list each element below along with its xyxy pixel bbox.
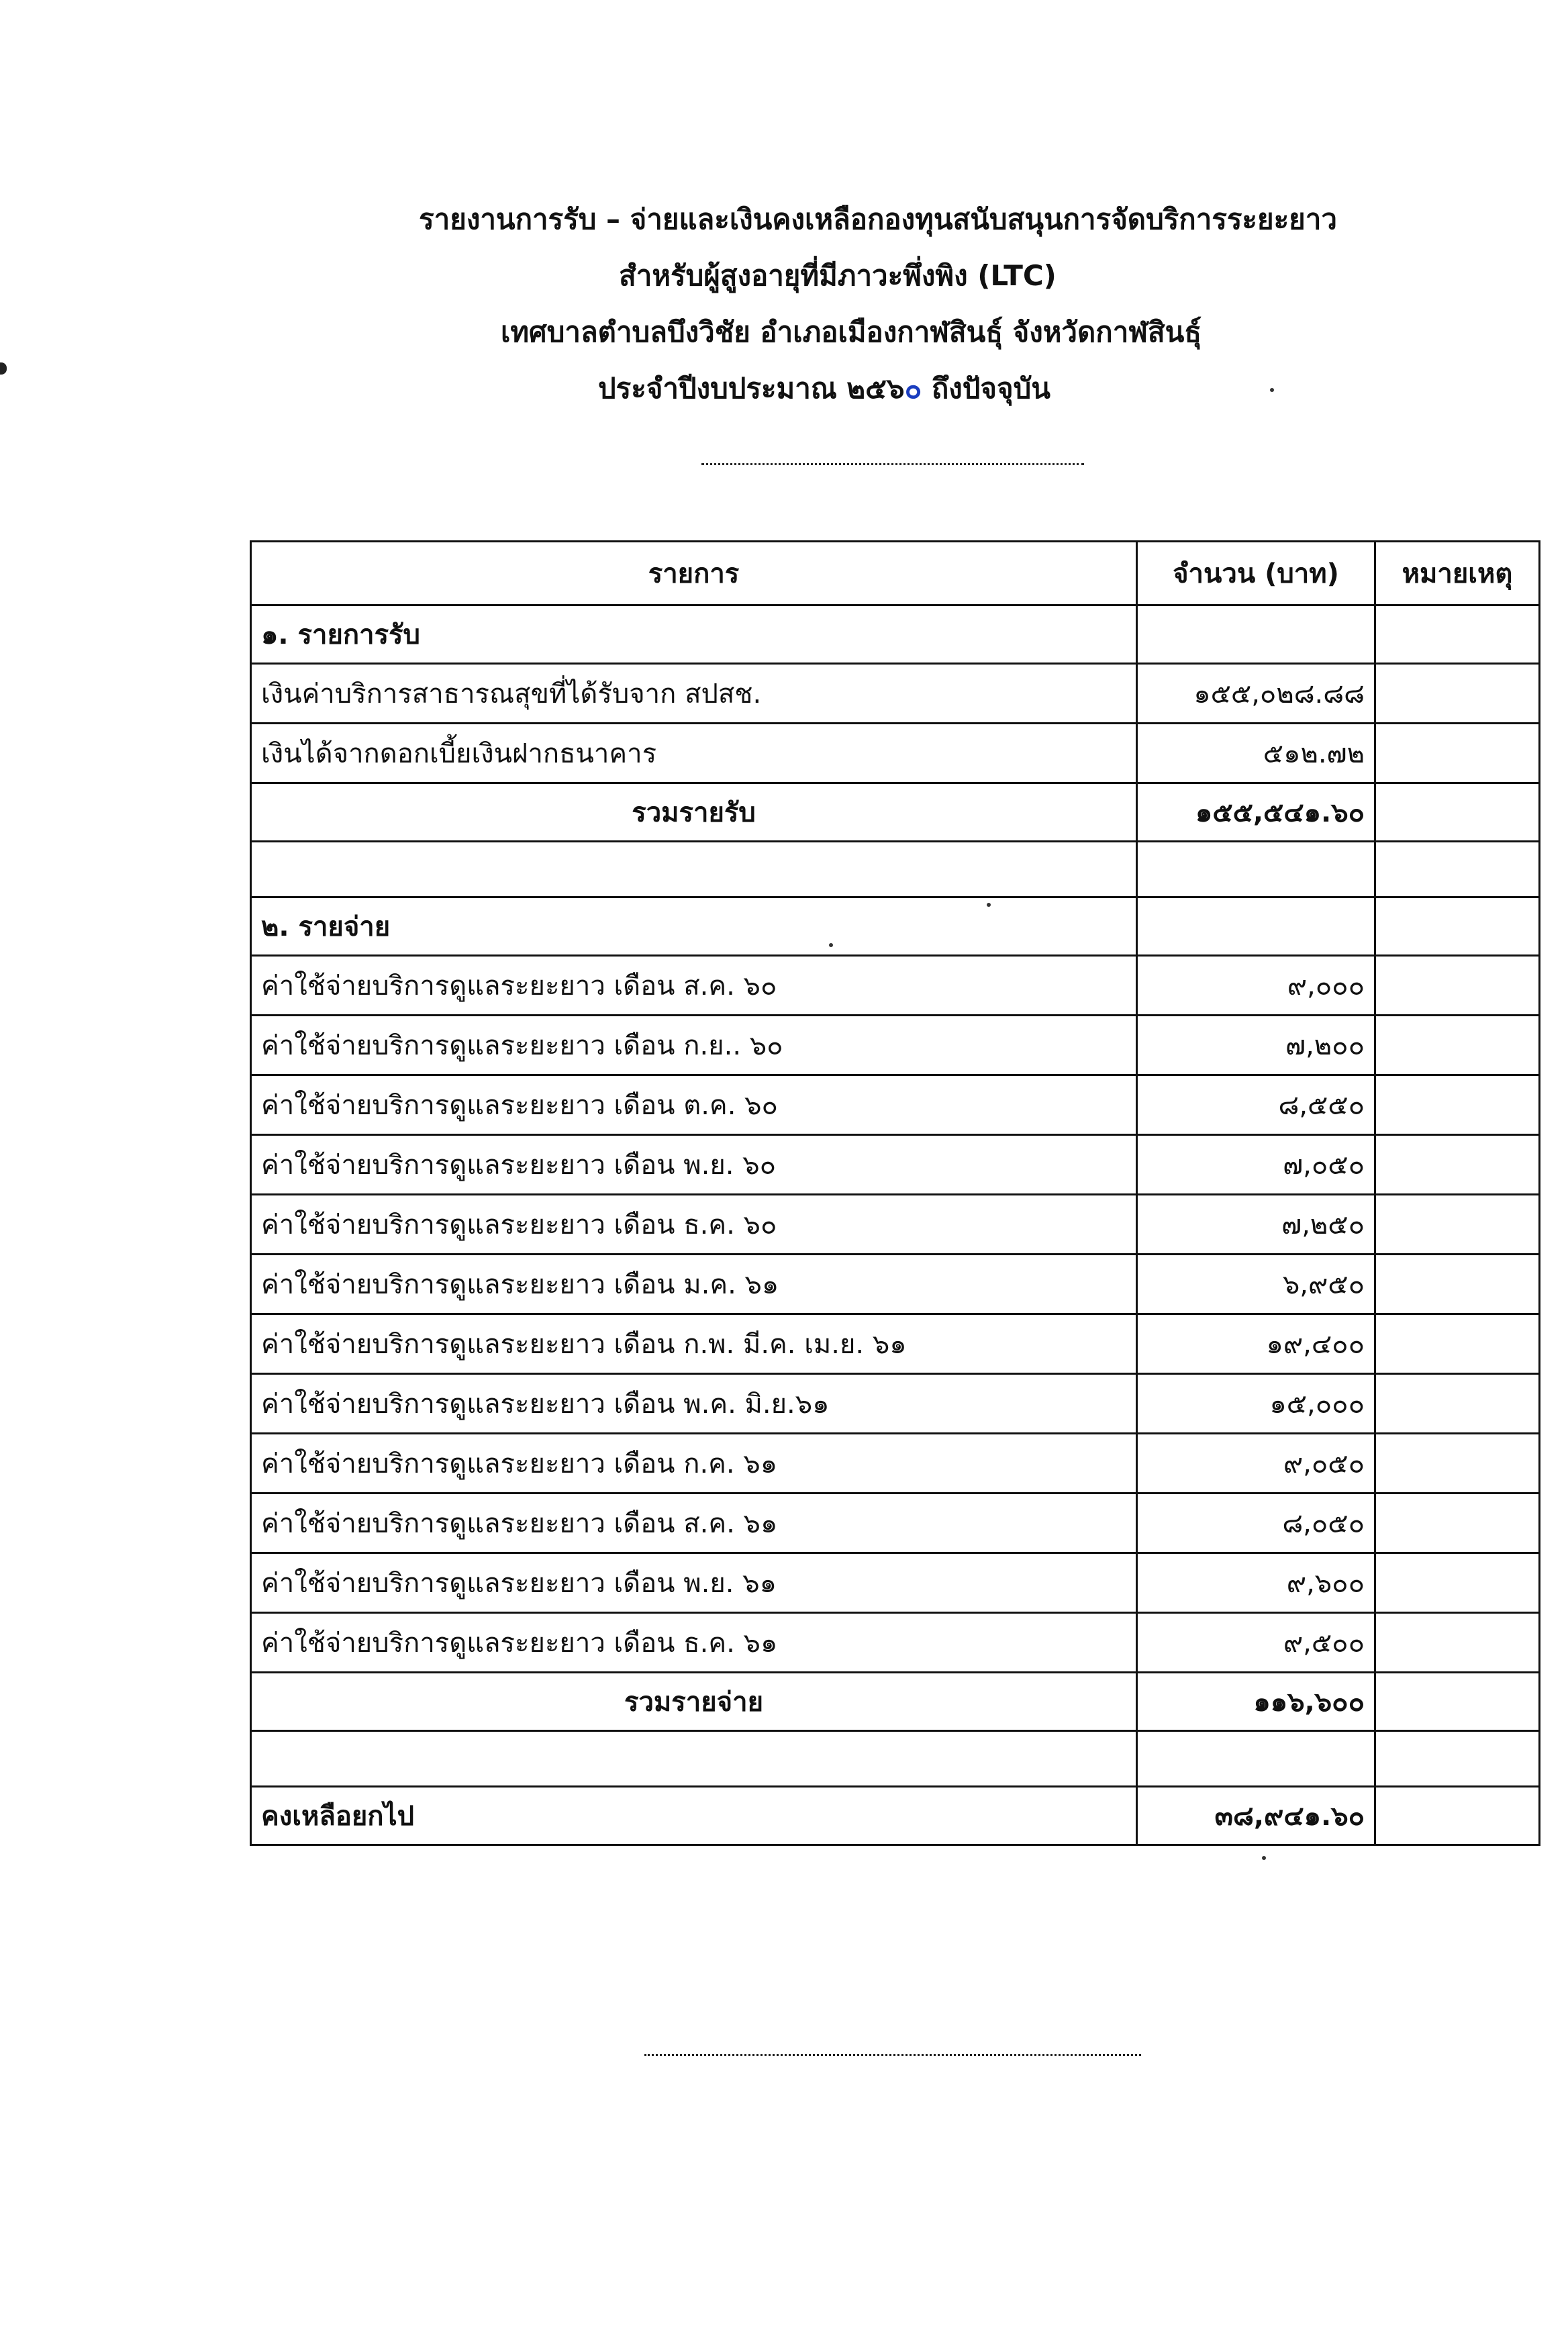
table-row — [251, 724, 1540, 783]
expense-total-label: รวมรายจ่าย — [251, 1673, 1137, 1731]
table-row — [251, 1374, 1540, 1434]
empty-cell — [1375, 783, 1540, 842]
row-item: ค่าใช้จ่ายบริการดูแลระยะยาว เดือน ก.พ. มี.ค. เม.ย. ๖๑ — [251, 1314, 1137, 1374]
table-body — [251, 605, 1540, 1845]
row-item: ค่าใช้จ่ายบริการดูแลระยะยาว เดือน พ.ค. มิ.ย.๖๑ — [251, 1374, 1137, 1434]
row-note — [1375, 956, 1540, 1016]
organization-line: เทศบาลตำบลบึงวิชัย อำเภอเมืองกาฬสินธุ์ จังหวัดกาฬสินธุ์ — [501, 315, 1202, 348]
row-amount: ๙,๕๐๐ — [1137, 1613, 1375, 1673]
row-item: ค่าใช้จ่ายบริการดูแลระยะยาว เดือน ส.ค. ๖๐ — [251, 956, 1137, 1016]
empty-cell — [251, 842, 1137, 897]
empty-cell — [1375, 1731, 1540, 1787]
row-amount: ๘,๐๕๐ — [1137, 1493, 1375, 1553]
fiscal-year-prefix: ประจำปีงบประมาณ ๒๕๖ — [597, 372, 905, 405]
row-item: ค่าใช้จ่ายบริการดูแลระยะยาว เดือน ธ.ค. ๖๐ — [251, 1195, 1137, 1255]
empty-cell — [1375, 897, 1540, 956]
empty-cell — [1375, 842, 1540, 897]
row-amount: ๕๑๒.๗๒ — [1137, 724, 1375, 783]
row-note — [1375, 1016, 1540, 1075]
row-note — [1375, 1434, 1540, 1493]
report-subtitle: สำหรับผู้สูงอายุที่มีภาวะพึ่งพิง (LTC) — [619, 259, 1057, 292]
row-amount: ๖,๙๕๐ — [1137, 1255, 1375, 1314]
spacer-row — [251, 842, 1540, 897]
row-amount: ๙,๐๐๐ — [1137, 956, 1375, 1016]
fiscal-year-digit: ๐ — [904, 372, 922, 405]
row-amount: ๗,๒๐๐ — [1137, 1016, 1375, 1075]
row-item: ค่าใช้จ่ายบริการดูแลระยะยาว เดือน ส.ค. ๖๑ — [251, 1493, 1137, 1553]
income-total-row — [251, 783, 1540, 842]
empty-cell — [1375, 1787, 1540, 1845]
table-row — [251, 1135, 1540, 1195]
header-dotted-rule — [701, 463, 1084, 465]
expense-total-amount: ๑๑๖,๖๐๐ — [1137, 1673, 1375, 1731]
scan-speck — [1270, 388, 1274, 392]
empty-cell — [1375, 1673, 1540, 1731]
row-note — [1375, 1314, 1540, 1374]
row-note — [1375, 1493, 1540, 1553]
expense-section-row — [251, 897, 1540, 956]
row-item: ค่าใช้จ่ายบริการดูแลระยะยาว เดือน พ.ย. ๖๑ — [251, 1553, 1137, 1613]
row-item: ค่าใช้จ่ายบริการดูแลระยะยาว เดือน พ.ย. ๖๐ — [251, 1135, 1137, 1195]
row-note — [1375, 1075, 1540, 1135]
income-total-label: รวมรายรับ — [251, 783, 1137, 842]
spacer-row — [251, 1731, 1540, 1787]
row-amount: ๗,๐๕๐ — [1137, 1135, 1375, 1195]
row-note — [1375, 724, 1540, 783]
income-total-amount: ๑๕๕,๕๔๑.๖๐ — [1137, 783, 1375, 842]
balance-row — [251, 1787, 1540, 1845]
empty-cell — [251, 1731, 1137, 1787]
table-row — [251, 956, 1540, 1016]
row-amount: ๙,๖๐๐ — [1137, 1553, 1375, 1613]
scan-speck — [1262, 1856, 1266, 1860]
report-title: รายงานการรับ – จ่ายและเงินคงเหลือกองทุนสนับสนุนการจัดบริการระยะยาว — [419, 203, 1337, 236]
table-row — [251, 1434, 1540, 1493]
table-row — [251, 664, 1540, 724]
table-row — [251, 1016, 1540, 1075]
row-amount: ๗,๒๕๐ — [1137, 1195, 1375, 1255]
empty-cell — [1375, 605, 1540, 664]
income-expense-table — [250, 540, 1540, 1846]
row-note — [1375, 1374, 1540, 1434]
table-row — [251, 1493, 1540, 1553]
empty-cell — [1137, 897, 1375, 956]
expense-section-label: ๒. รายจ่าย — [251, 897, 1137, 956]
row-amount: ๑๕,๐๐๐ — [1137, 1374, 1375, 1434]
balance-amount: ๓๘,๙๔๑.๖๐ — [1137, 1787, 1375, 1845]
row-note — [1375, 1255, 1540, 1314]
table-row — [251, 1255, 1540, 1314]
row-note — [1375, 1195, 1540, 1255]
row-amount: ๑๕๕,๐๒๘.๘๘ — [1137, 664, 1375, 724]
column-header-amount: จำนวน (บาท) — [1137, 542, 1375, 605]
signature-dotted-rule — [644, 2054, 1141, 2056]
table-row — [251, 1195, 1540, 1255]
table-row — [251, 1553, 1540, 1613]
row-item: เงินค่าบริการสาธารณสุขที่ได้รับจาก สปสช. — [251, 664, 1137, 724]
table-row — [251, 1314, 1540, 1374]
table-row — [251, 1075, 1540, 1135]
report-header — [0, 191, 1568, 417]
fiscal-year-line — [0, 360, 1568, 417]
row-item: ค่าใช้จ่ายบริการดูแลระยะยาว เดือน ก.ย.. ๖๐ — [251, 1016, 1137, 1075]
fiscal-year-suffix: ถึงปัจจุบัน — [922, 372, 1051, 405]
row-note — [1375, 1135, 1540, 1195]
row-amount: ๘,๕๕๐ — [1137, 1075, 1375, 1135]
column-header-note: หมายเหตุ — [1375, 542, 1540, 605]
column-header-item: รายการ — [251, 542, 1137, 605]
row-item: ค่าใช้จ่ายบริการดูแลระยะยาว เดือน ต.ค. ๖๐ — [251, 1075, 1137, 1135]
empty-cell — [1137, 1731, 1375, 1787]
scan-speck — [829, 943, 833, 947]
row-note — [1375, 1613, 1540, 1673]
row-amount: ๑๙,๔๐๐ — [1137, 1314, 1375, 1374]
expense-total-row — [251, 1673, 1540, 1731]
row-item: ค่าใช้จ่ายบริการดูแลระยะยาว เดือน ก.ค. ๖๑ — [251, 1434, 1137, 1493]
table-row — [251, 1613, 1540, 1673]
empty-cell — [1137, 842, 1375, 897]
income-section-row — [251, 605, 1540, 664]
row-item: ค่าใช้จ่ายบริการดูแลระยะยาว เดือน ม.ค. ๖๑ — [251, 1255, 1137, 1314]
row-note — [1375, 664, 1540, 724]
row-item: เงินได้จากดอกเบี้ยเงินฝากธนาคาร — [251, 724, 1137, 783]
row-note — [1375, 1553, 1540, 1613]
scan-speck — [987, 903, 991, 907]
row-amount: ๙,๐๕๐ — [1137, 1434, 1375, 1493]
empty-cell — [1137, 605, 1375, 664]
row-item: ค่าใช้จ่ายบริการดูแลระยะยาว เดือน ธ.ค. ๖๑ — [251, 1613, 1137, 1673]
balance-label: คงเหลือยกไป — [251, 1787, 1137, 1845]
table-header-row — [251, 542, 1540, 605]
income-section-label: ๑. รายการรับ — [251, 605, 1137, 664]
